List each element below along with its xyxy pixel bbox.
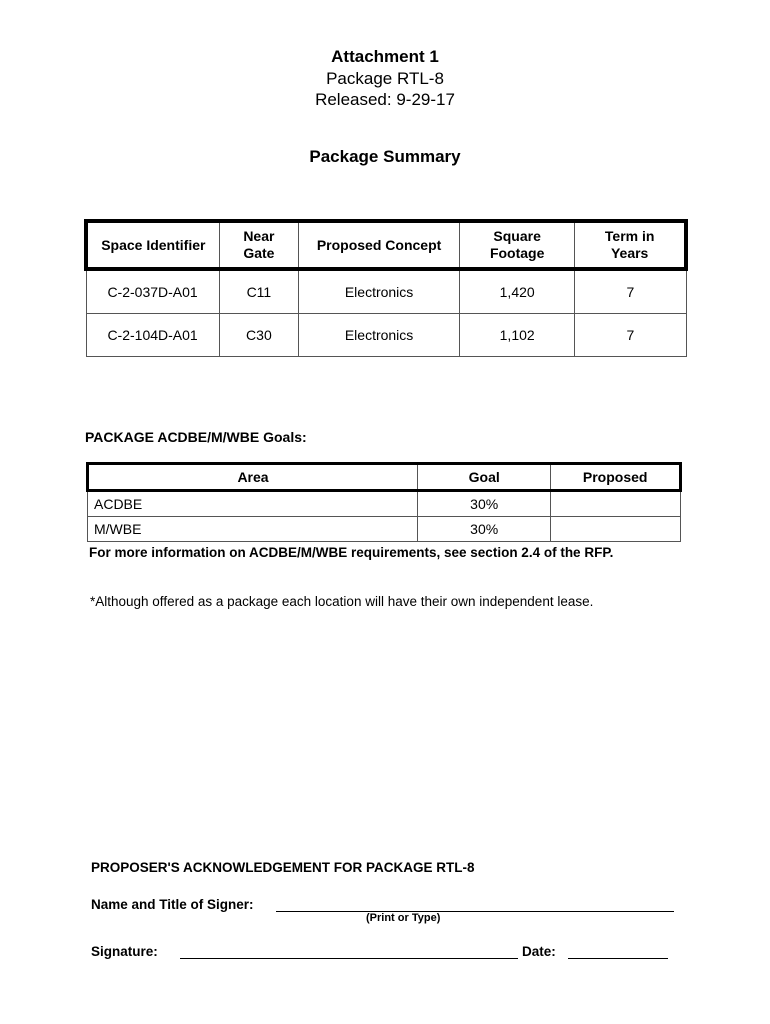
goals-heading: PACKAGE ACDBE/M/WBE Goals:	[85, 429, 307, 445]
cell-square-footage: 1,420	[460, 269, 575, 314]
col-header-square-footage	[460, 221, 575, 269]
col-header-space-identifier	[86, 221, 219, 269]
header-proposed-concept: Proposed Concept	[316, 236, 442, 253]
cell-area: ACDBE	[88, 491, 418, 517]
table-row	[88, 517, 681, 542]
col-header-goal: Goal	[418, 464, 551, 491]
col-header-near-gate	[219, 221, 298, 269]
header-near: Near Gate	[243, 228, 275, 261]
cell-near-gate: C30	[219, 314, 298, 357]
print-or-type-hint: (Print or Type)	[366, 912, 441, 924]
cell-square-footage: 1,102	[460, 314, 575, 357]
cell-near-gate: C11	[219, 269, 298, 314]
col-header-proposed-concept	[299, 221, 460, 269]
header-term: Term in Years	[604, 228, 655, 261]
goals-table	[86, 462, 682, 542]
signature-label: Signature:	[91, 944, 158, 959]
summary-heading: Package Summary	[309, 147, 461, 166]
cell-space-identifier: C-2-104D-A01	[86, 314, 219, 357]
signer-name-field[interactable]	[276, 911, 674, 912]
goals-header-row	[88, 464, 681, 491]
cell-term: 7	[575, 269, 686, 314]
cell-goal: 30%	[418, 491, 551, 517]
cell-term: 7	[575, 314, 686, 357]
cell-goal: 30%	[418, 517, 551, 542]
cell-proposed-input[interactable]	[551, 517, 681, 542]
signer-name-label: Name and Title of Signer:	[91, 897, 254, 912]
col-header-area: Area	[88, 464, 418, 491]
date-label: Date:	[522, 944, 556, 959]
table-row	[88, 491, 681, 517]
lease-footnote: *Although offered as a package each location will have their own independent lease.	[90, 594, 594, 609]
table-row	[86, 269, 686, 314]
summary-header-row	[86, 221, 686, 269]
col-header-term	[575, 221, 686, 269]
header-square-footage: Square Footage	[489, 228, 545, 261]
cell-proposed-concept: Electronics	[299, 314, 460, 357]
release-date: Released: 9-29-17	[315, 90, 455, 109]
header-space-identifier: Space Identifier	[101, 236, 206, 253]
goals-note: For more information on ACDBE/M/WBE requirements, see section 2.4 of the RFP.	[89, 545, 614, 560]
date-field[interactable]	[568, 958, 668, 959]
cell-area: M/WBE	[88, 517, 418, 542]
package-name: Package RTL-8	[326, 69, 444, 88]
signature-field[interactable]	[180, 958, 518, 959]
cell-proposed-concept: Electronics	[299, 269, 460, 314]
cell-space-identifier: C-2-037D-A01	[86, 269, 219, 314]
package-summary-table	[84, 219, 688, 357]
table-row	[86, 314, 686, 357]
acknowledgement-title: PROPOSER'S ACKNOWLEDGEMENT FOR PACKAGE RTL-8	[91, 860, 475, 875]
col-header-proposed: Proposed	[551, 464, 681, 491]
attachment-title: Attachment 1	[331, 47, 439, 66]
cell-proposed-input[interactable]	[551, 491, 681, 517]
